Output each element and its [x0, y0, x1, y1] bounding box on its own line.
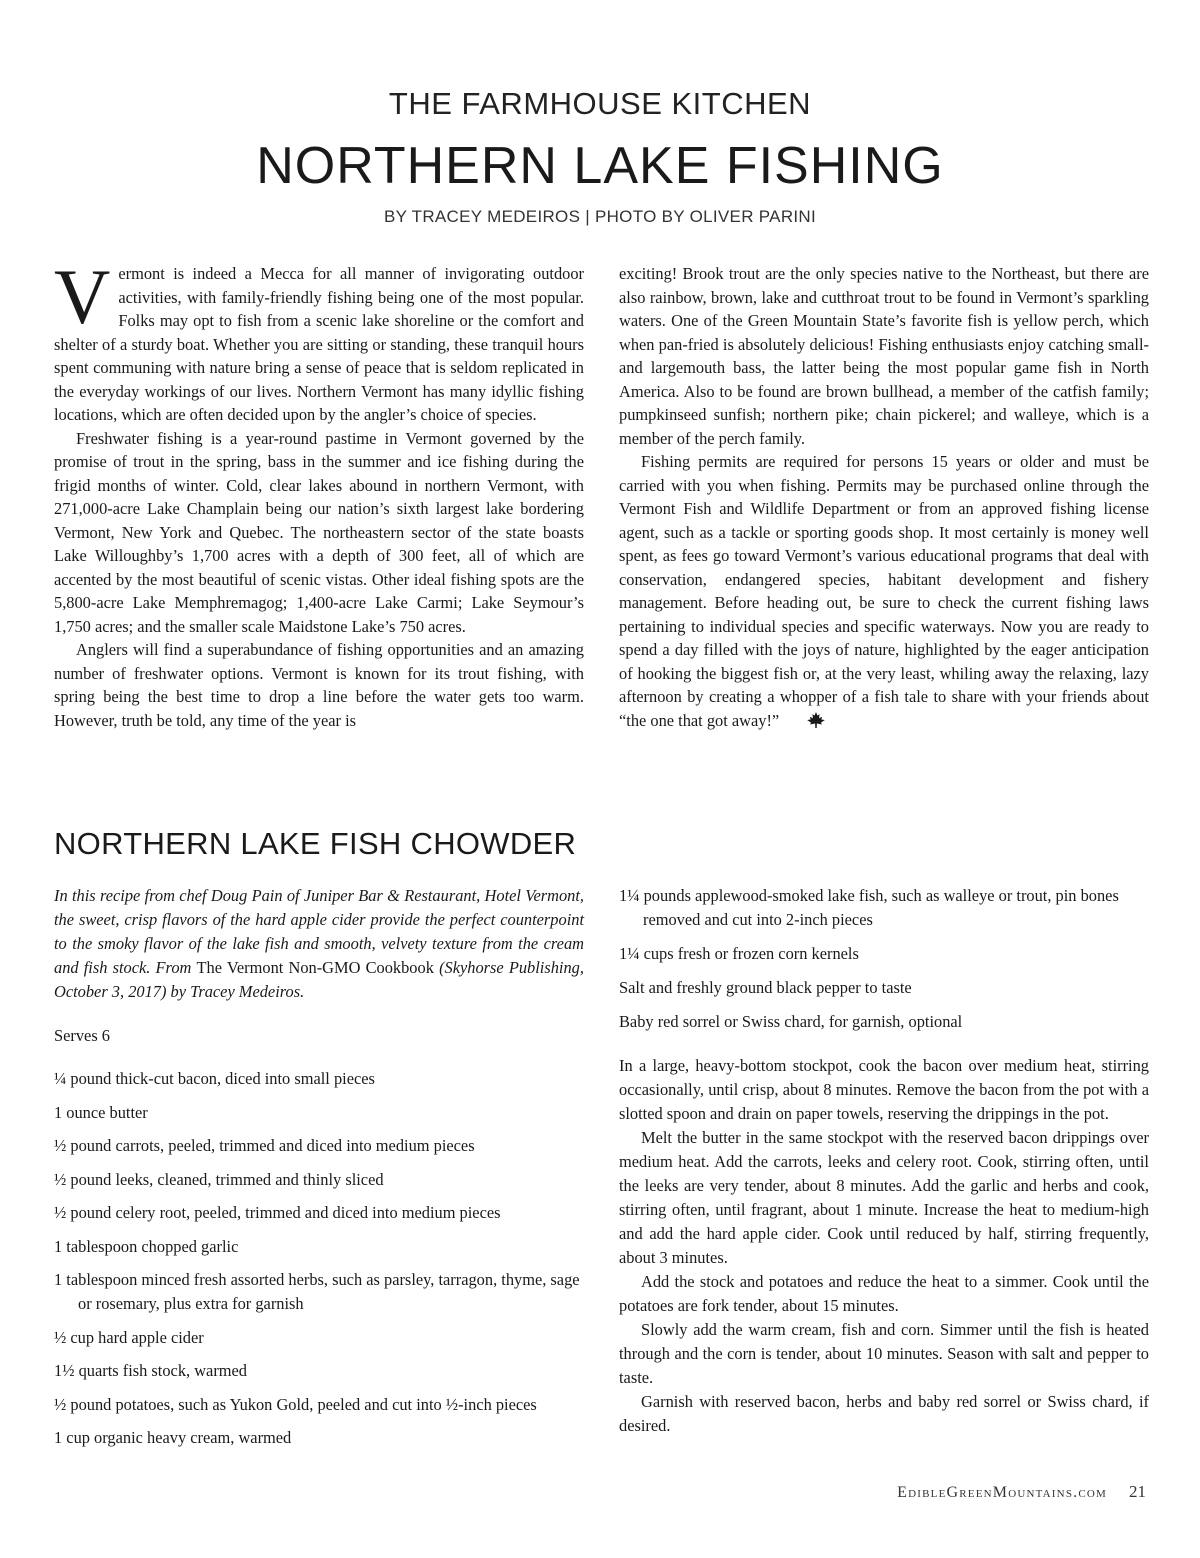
ingredient-item: ½ pound celery root, peeled, trimmed and diced into medium pieces — [54, 1203, 501, 1222]
recipe-title: NORTHERN LAKE FISH CHOWDER — [54, 826, 577, 861]
article-paragraph: exciting! Brook trout are the only species native to the Northeast, but there are also rainbow, brown, lake and cutthroat trout to be found in Vermont’s sparkling waters. One of the Green Mountain State’s favorite fish is yellow perch, which when pan-fried is absolutely delicious! Fishing enthusiasts enjoy catching small- and largemouth bass, the latter being the most popular game fish in North America. Also to be found are brown bullhead, a member of the catfish family; pumpkinseed sunfish; northern pike; chain pickerel; and walleye, which is a member of the perch family. — [619, 264, 1149, 448]
site-url: EdibleGreenMountains.com — [897, 1484, 1107, 1501]
recipe-column-right — [619, 884, 1149, 1438]
ingredient-item: Baby red sorrel or Swiss chard, for garnish, optional — [619, 1012, 963, 1031]
method-paragraph: Add the stock and potatoes and reduce the heat to a simmer. Cook until the potatoes are fork tender, about 15 minutes. — [619, 1272, 1149, 1315]
recipe-serves: Serves 6 — [54, 1026, 110, 1045]
page-footer — [897, 1482, 1146, 1502]
article-paragraph: Vermont is indeed a Mecca for all manner of invigorating outdoor activities, with family-friendly fishing being one of the most popular. Folks may opt to fish from a scenic lake shoreline or the comfort and shelter of a sturdy boat. Whether you are sitting or standing, these tranquil hours spent communing with nature bring a sense of peace that is seldom replicated in the everyday workings of our lives. Northern Vermont has many idyllic fishing locations, which are often decided upon by the angler’s choice of species. — [54, 253, 584, 424]
ingredient-item: ½ pound leeks, cleaned, trimmed and thinly sliced — [54, 1169, 384, 1189]
page-number: 21 — [1129, 1482, 1146, 1501]
ingredient-item: 1 tablespoon minced fresh assorted herbs, such as parsley, tarragon, thyme, sage or rosemary, plus extra for garnish — [54, 1270, 580, 1313]
article-column-left — [54, 253, 584, 732]
method-paragraph: Slowly add the warm cream, fish and corn. Simmer until the fish is heated through and the corn is tender, about 10 minutes. Season with salt and pepper to taste. — [619, 1320, 1149, 1387]
byline: BY TRACEY MEDEIROS | PHOTO BY OLIVER PARINI — [383, 207, 817, 226]
ingredient-item: 1¼ pounds applewood-smoked lake fish, such as walleye or trout, pin bones removed and cut into 2-inch pieces — [619, 886, 1119, 929]
ingredient-item: 1½ quarts fish stock, warmed — [54, 1361, 248, 1380]
recipe-method — [619, 1054, 1149, 1438]
ingredient-item: ¼ pound thick-cut bacon, diced into small pieces — [54, 1069, 375, 1088]
ingredient-item: 1 cup organic heavy cream, warmed — [54, 1428, 292, 1447]
recipe-column-left — [54, 884, 584, 1450]
method-paragraph: In a large, heavy-bottom stockpot, cook the bacon over medium heat, stirring occasionally, until crisp, about 8 minutes. Remove the bacon from the pot with a slotted spoon and drain on paper towels, reserving the drippings in the pot. — [619, 1056, 1149, 1123]
ingredient-item: ½ cup hard apple cider — [54, 1327, 204, 1347]
ingredient-list-left — [54, 1067, 584, 1450]
ingredient-item: ½ pound carrots, peeled, trimmed and diced into medium pieces — [54, 1136, 475, 1155]
drop-cap: V — [54, 253, 111, 340]
ingredient-list-right — [619, 884, 1149, 1034]
ingredient-item: Salt and freshly ground black pepper to taste — [619, 978, 912, 997]
ingredient-item: 1 tablespoon chopped garlic — [54, 1236, 239, 1256]
article-column-right — [619, 262, 1149, 732]
ingredient-item: 1 ounce butter — [54, 1102, 148, 1122]
ingredient-item: ½ pound potatoes, such as Yukon Gold, peeled and cut into ½-inch pieces — [54, 1394, 537, 1414]
ingredient-item: 1¼ cups fresh or frozen corn kernels — [619, 944, 859, 963]
article-paragraph: Freshwater fishing is a year-round pastime in Vermont governed by the promise of trout in the spring, bass in the summer and ice fishing during the frigid months of winter. Cold, clear lakes abound in northern Vermont, with 271,000-acre Lake Champlain being our nation’s sixth largest lake bordering Vermont, New York and Quebec. The northeastern sector of the state boasts Lake Willoughby’s 1,700 acres with a depth of 300 feet, all of which are accented by the most beautiful of scenic vistas. Other ideal fishing spots are the 5,800-acre Lake Memphremagog; 1,400-acre Lake Carmi; Lake Seymour’s 1,750 acres; and the smaller scale Maidstone Lake’s 750 acres. — [54, 428, 584, 636]
article-title: NORTHERN LAKE FISHING — [256, 137, 944, 195]
method-paragraph: Garnish with reserved bacon, herbs and baby red sorrel or Swiss chard, if desired. — [619, 1392, 1149, 1435]
method-paragraph: Melt the butter in the same stockpot with the reserved bacon drippings over medium heat. Add the carrots, leeks and celery root. Cook, stirring often, until the leeks are very tender, about 8 minutes. Add the garlic and herbs and cook, stirring often, until fragrant, about 1 minute. Increase the heat to medium-high and add the hard apple cider. Cook until reduced by half, stirring frequently, about 3 minutes. — [619, 1128, 1149, 1267]
maple-leaf-icon — [785, 711, 803, 727]
section-kicker: THE FARMHOUSE KITCHEN — [388, 86, 812, 121]
article-paragraph: Anglers will find a superabundance of fishing opportunities and an amazing number of freshwater options. Vermont is known for its trout fishing, with spring being the best time to drop a line before the water gets too warm. However, truth be told, any time of the year is — [54, 640, 584, 730]
article-paragraph: Fishing permits are required for persons 15 years or older and must be carried with you when fishing. Permits may be purchased online through the Vermont Fish and Wildlife Department or from an approved fishing license agent, such as a tackle or sporting goods shop. It most certainly is money well spent, as fees go toward Vermont’s various educational programs that deal with conservation, endangered species, habitant development and fishery management. Before heading out, be sure to check the current fishing laws pertaining to individual species and specific waterways. Now you are ready to spend a day filled with the joys of nature, highlighted by the eager anticipation of hooking the biggest fish or, at the very least, whiling away the relaxing, lazy afternoon by creating a whopper of a fish tale to share with your friends about “the one that got away!” — [619, 452, 1149, 730]
recipe-intro: In this recipe from chef Doug Pain of Juniper Bar & Restaurant, Hotel Vermont, the sweet, crisp flavors of the hard apple cider provide the perfect counterpoint to the smoky flavor of the lake fish and smooth, velvety texture from the cream and fish stock. From The Vermont Non-GMO Cookbook (Skyhorse Publishing, October 3, 2017) by Tracey Medeiros. — [54, 886, 584, 1001]
